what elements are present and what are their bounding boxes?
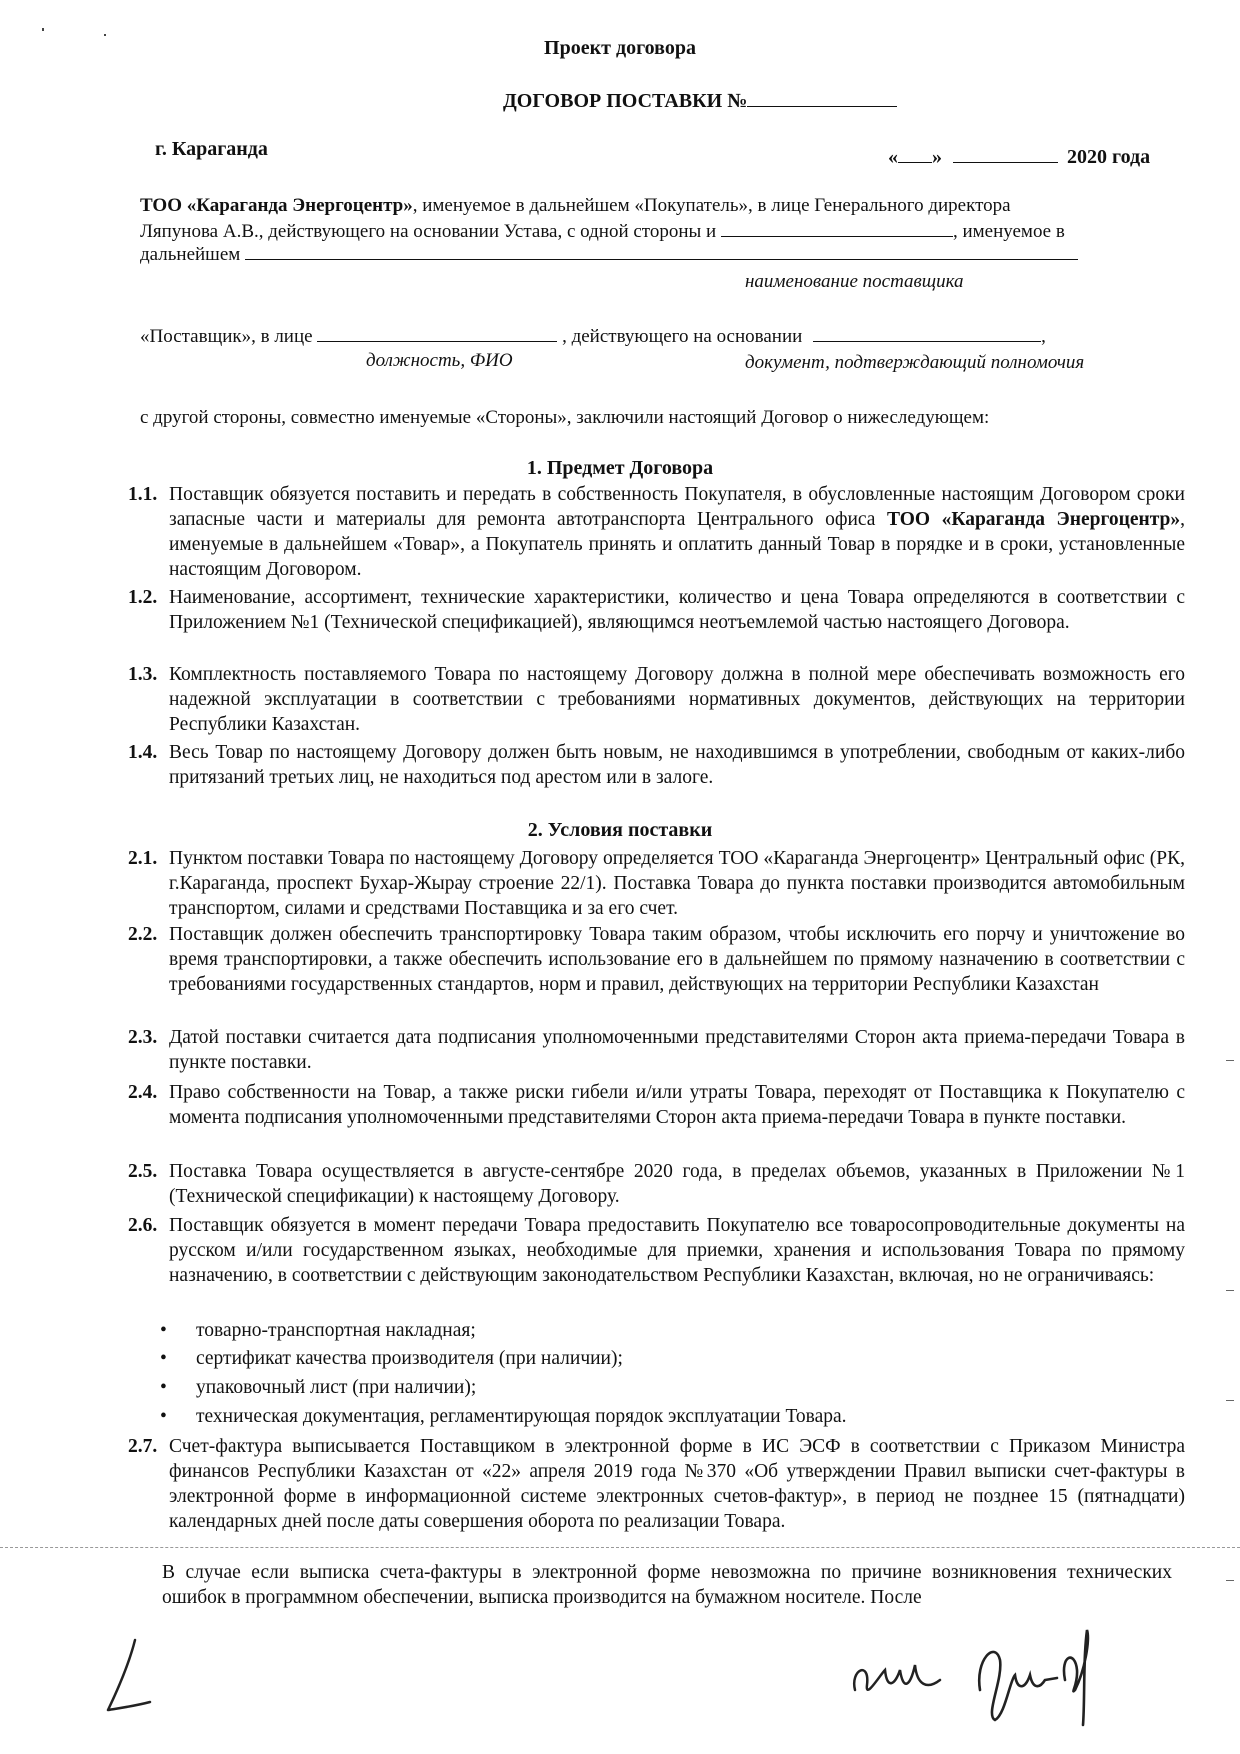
document-blank — [813, 323, 1041, 342]
bullet-dot: • — [160, 1348, 167, 1369]
year-text: 2020 года — [1067, 146, 1151, 168]
supplier-representative-line — [140, 323, 1200, 348]
scan-edge-mark — [1226, 1580, 1234, 1581]
contract-title — [503, 88, 897, 113]
supplier-name-blank — [245, 241, 1078, 260]
signature-initials — [845, 1640, 955, 1710]
scan-speck — [42, 28, 44, 31]
bullet-item — [160, 1404, 847, 1429]
clause-number: 2.5. — [128, 1161, 158, 1182]
bullet-text: сертификат качества производителя (при наличии); — [196, 1348, 623, 1369]
date-open-quote: « — [888, 146, 898, 168]
clause-1-2 — [128, 585, 1185, 635]
clause-number: 1.1. — [128, 484, 158, 505]
bullet-item — [160, 1318, 476, 1343]
clause-number: 2.1. — [128, 848, 158, 869]
scan-edge-mark — [1226, 1290, 1234, 1291]
clause-text: Датой поставки считается дата подписания уполномоченными представителями Сторон акта приема-передачи Товара в пункте поставки. — [169, 1027, 1185, 1073]
clause-number: 1.3. — [128, 664, 158, 685]
clause-2-7 — [128, 1434, 1185, 1534]
clause-2-7-continuation: В случае если выписка счета-фактуры в электронной форме невозможна по причине возникновения технических ошибок в программном обеспечении, выписка производится на бумажном носителе. После — [162, 1562, 1172, 1608]
clause-2-3 — [128, 1025, 1185, 1075]
clause-2-5 — [128, 1159, 1185, 1209]
clause-number: 1.4. — [128, 742, 158, 763]
intro-line-2-end: , именуемое в — [952, 221, 1065, 242]
scan-speck — [104, 34, 106, 36]
contract-number-blank — [747, 88, 897, 107]
city: г. Караганда — [155, 138, 268, 160]
clause-text-cont: , именуемые в дальнейшем «Товар», а Покупатель принять и оплатить данный Товар в порядке и в сроки, установленные настоящим Договором. — [169, 509, 1186, 580]
contract-date — [888, 144, 1150, 169]
bullet-dot: • — [160, 1406, 167, 1427]
clause-text: Поставщик обязуется в момент передачи Товара предоставить Покупателю все товаросопроводительные документы на русском и/или государственном языках, необходимые для приемки, хранения и использования Товара по прямому назначению, в соответствии с действующим законодательством Республики Казахстан, включая, но не ограничиваясь: — [169, 1215, 1185, 1286]
date-close-quote: » — [932, 146, 942, 168]
clause-number: 2.6. — [128, 1215, 158, 1236]
intro-line-3 — [140, 241, 1190, 267]
section-1-title: 1. Предмет Договора — [526, 457, 714, 479]
acting-label: , действующего на основании — [562, 326, 803, 347]
signature-main — [965, 1620, 1115, 1730]
clause-number: 2.7. — [128, 1436, 158, 1457]
left-signature — [90, 1630, 180, 1720]
position-blank — [317, 323, 557, 342]
month-blank — [953, 144, 1058, 163]
clause-text: Поставщик обязуется поставить и передать в собственность Покупателя, в обусловленные настоящим Договором сроки запасные части и материалы для ремонта автотранспорта Центрального офиса — [169, 484, 1185, 530]
clause-text: Пунктом поставки Товара по настоящему Договору определяется ТОО «Караганда Энергоцентр» Центральный офис (РК, г.Караганда, проспект Бухар-Жырау строение 22/1). Поставка Товара до пункта поставки производится автомобильным транспортом, силами и средствами Поставщика и за его счет. — [169, 848, 1185, 919]
section-2-title: 2. Условия поставки — [527, 819, 713, 841]
intro-line-1 — [140, 194, 1190, 218]
draft-label: Проект договора — [544, 37, 696, 59]
bullet-item — [160, 1375, 476, 1400]
contract-title-text: ДОГОВОР ПОСТАВКИ № — [503, 90, 748, 112]
clause-text: Наименование, ассортимент, технические характеристики, количество и цена Товара определяются в соответствии с Приложением №1 (Технической спецификацией), являющимся неотъемлемой частью настоящего Договора. — [169, 587, 1185, 633]
buyer-name-inline: ТОО «Караганда Энергоцентр» — [886, 509, 1181, 530]
supplier-label: «Поставщик», в лице — [140, 326, 313, 347]
clause-number: 2.4. — [128, 1082, 158, 1103]
bullet-text: упаковочный лист (при наличии); — [196, 1377, 477, 1398]
scan-edge-mark — [1226, 1060, 1234, 1061]
intro-line-1-rest: , именуемое в дальнейшем «Покупатель», в лице Генерального директора — [412, 195, 1011, 216]
clause-text: Весь Товар по настоящему Договору должен быть новым, не находившимся в употреблении, свободным от каких-либо притязаний третьих лиц, не находиться под арестом или в залоге. — [169, 742, 1185, 788]
clause-number: 1.2. — [128, 587, 158, 608]
supplier-name-hint: наименование поставщика — [745, 271, 964, 292]
intro-line-2-text: Ляпунова А.В., действующего на основании Устава, с одной стороны и — [140, 221, 717, 242]
buyer-name: ТОО «Караганда Энергоцентр» — [140, 195, 413, 216]
clause-2-1 — [128, 846, 1185, 921]
bullet-dot: • — [160, 1320, 167, 1341]
document-hint: документ, подтверждающий полномочия — [745, 352, 1085, 373]
bullet-text: товарно-транспортная накладная; — [196, 1320, 476, 1341]
scan-edge-mark — [1226, 1400, 1234, 1401]
clause-text: Право собственности на Товар, а также риски гибели и/или утраты Товара, переходят от Поставщика к Покупателю с момента подписания уполномоченными представителями Сторон акта приема-передачи Товара в пункте поставки. — [169, 1082, 1185, 1128]
clause-text: Счет-фактура выписывается Поставщиком в электронной форме в ИС ЭСФ в соответствии с Приказом Министра финансов Республики Казахстан от «22» апреля 2019 года №370 «Об утверждении Правил выписки счет-фактуры в электронной форме в информационной системе электронных счетов-фактур», в период не позднее 15 (пятнадцати) календарных дней после даты совершения оборота по реализации Товара. — [169, 1436, 1185, 1532]
bullet-text: техническая документация, регламентирующая порядок эксплуатации Товара. — [196, 1406, 847, 1427]
clause-number: 2.2. — [128, 924, 158, 945]
intro-closing: с другой стороны, совместно именуемые «Стороны», заключили настоящий Договор о нижеследующем: — [140, 407, 990, 428]
page-fold-line — [0, 1547, 1240, 1548]
supplier-short-blank — [721, 218, 953, 237]
clause-2-6 — [128, 1213, 1185, 1288]
day-blank — [898, 144, 932, 163]
clause-1-3 — [128, 662, 1185, 737]
clause-text: Комплектность поставляемого Товара по настоящему Договору должна в полной мере обеспечивать возможность его надежной эксплуатации в соответствии с требованиями нормативных документов, действующих на территории Республики Казахстан. — [169, 664, 1185, 735]
clause-1-4 — [128, 740, 1185, 790]
clause-number: 2.3. — [128, 1027, 158, 1048]
bullet-item — [160, 1346, 623, 1371]
clause-1-1 — [128, 482, 1185, 582]
clause-text: Поставка Товара осуществляется в августе-сентябре 2020 года, в пределах объемов, указанных в Приложении №1 (Технической спецификации) к настоящему Договору. — [169, 1161, 1185, 1207]
clause-2-4 — [128, 1080, 1185, 1130]
bullet-dot: • — [160, 1377, 167, 1398]
comma: , — [1041, 326, 1046, 347]
clause-text: Поставщик должен обеспечить транспортировку Товара таким образом, чтобы исключить его порчу и уничтожение во время транспортировки, а также обеспечить использование его в дальнейшем по прямому назначению в соответствии с требованиями государственных стандартов, норм и правил, действующих на территории Республики Казахстан — [169, 924, 1185, 995]
position-hint: должность, ФИО — [366, 350, 513, 371]
intro-line-3-text: дальнейшем — [140, 244, 241, 265]
clause-2-2 — [128, 922, 1185, 997]
